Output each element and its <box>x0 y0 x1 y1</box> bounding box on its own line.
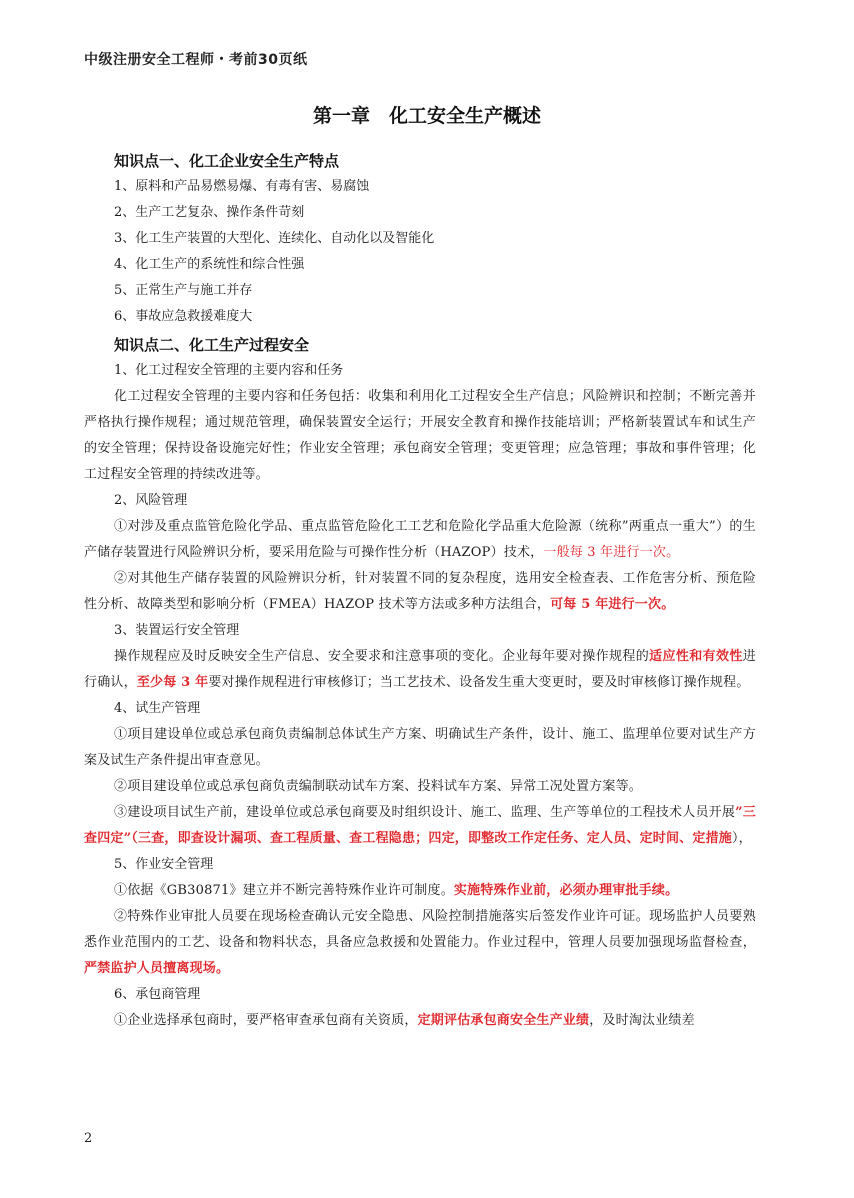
paragraph: ①项目建设单位或总承包商负责编制总体试生产方案、明确试生产条件，设计、施工、监理单位要对试生产方案及试生产条件提出审查意见。 <box>84 727 756 768</box>
text-run: ②特殊作业审批人员要在现场检查确认元安全隐患、风险控制措施落实后签发作业许可证。现场监护人员要熟悉作业范围内的工艺、设备和物料状态，具备应急救援和处置能力。作业过程中，管理人员要加强现场监督检查， <box>84 909 756 950</box>
text-run: 要对操作规程进行审核修订；当工艺技术、设备发生重大变更时，要及时审核修订操作规程。 <box>208 675 750 690</box>
list-item: 6、事故应急救援难度大 <box>114 309 253 324</box>
list-item: 1、原料和产品易燃易爆、有毒有害、易腐蚀 <box>114 179 370 194</box>
paragraph <box>84 800 756 852</box>
list-item: 4、化工生产的系统性和综合性强 <box>114 257 305 272</box>
highlight-text: 可每 5 年进行一次。 <box>550 597 675 612</box>
paragraph: 化工过程安全管理的主要内容和任务包括：收集和利用化工过程安全生产信息；风险辨识和控制；不断完善并严格执行操作规程；通过规范管理，确保装置安全运行；开展安全教育和操作技能培训；严格新装置试车和试生产的安全管理；保持设备设施完好性；作业安全管理；承包商安全管理；变更管理；应急管理；事故和事件管理；化工过程安全管理的持续改进等。 <box>84 389 756 482</box>
highlight-text: 严禁监护人员擅离现场。 <box>84 961 230 976</box>
text-run: ）， <box>731 831 752 846</box>
highlight-text: 一般每 3 年进行一次。 <box>543 545 680 560</box>
text-run: ①企业选择承包商时，要严格审查承包商有关资质， <box>114 1013 418 1028</box>
text-run: 进行确认， <box>84 649 756 690</box>
list-item: 3、化工生产装置的大型化、连续化、自动化以及智能化 <box>114 231 435 246</box>
subsection-title: 2、风险管理 <box>114 493 188 508</box>
section-heading-kp1: 知识点一、化工企业安全生产特点 <box>114 152 340 170</box>
highlight-text: ”三查四定”（三查，即查设计漏项、查工程质量、查工程隐患；四定，即整改工作定任务、定人员、定时间、定措施 <box>84 805 756 846</box>
paragraph <box>84 514 756 566</box>
highlight-text: 实施特殊作业前，必须办理审批手续。 <box>453 883 679 898</box>
text-run: ③建设项目试生产前，建设单位或总承包商要及时组织设计、施工、监理、生产等单位的工程技术人员开展 <box>114 805 736 820</box>
list-item: 5、正常生产与施工并存 <box>114 283 253 298</box>
paragraph <box>84 904 756 982</box>
paragraph <box>84 644 756 696</box>
subsection-title: 5、作业安全管理 <box>114 857 214 872</box>
highlight-text: 至少每 3 年 <box>136 675 209 690</box>
text-run: ①依据《GB30871》建立并不断完善特殊作业许可制度。 <box>114 883 454 898</box>
paragraph <box>84 1008 756 1034</box>
subsection-title: 6、承包商管理 <box>114 987 201 1002</box>
paragraph: ②项目建设单位或总承包商负责编制联动试车方案、投料试车方案、异常工况处置方案等。 <box>114 779 643 794</box>
subsection-title: 4、试生产管理 <box>114 701 201 716</box>
page-content <box>84 146 756 1034</box>
page-number: 2 <box>84 1131 93 1146</box>
paragraph <box>84 878 756 904</box>
chapter-title: 第一章 化工安全生产概述 <box>312 105 541 127</box>
section-heading-kp2: 知识点二、化工生产过程安全 <box>114 336 310 354</box>
highlight-text: 定期评估承包商安全生产业绩 <box>417 1013 590 1028</box>
subsection-title: 1、化工过程安全管理的主要内容和任务 <box>114 363 344 378</box>
paragraph <box>84 566 756 618</box>
running-header: 中级注册安全工程师・考前30页纸 <box>84 52 308 68</box>
text-run: ②对其他生产储存装置的风险辨识分析，针对装置不同的复杂程度，选用安全检查表、工作危害分析、预危险性分析、故障类型和影响分析（FMEA）HAZOP 技术等方法或多种方法组合， <box>84 571 756 612</box>
text-run: ，及时淘汰业绩差 <box>589 1013 695 1028</box>
subsection-title: 3、装置运行安全管理 <box>114 623 240 638</box>
highlight-text: 适应性和有效性 <box>649 649 743 664</box>
list-item: 2、生产工艺复杂、操作条件苛刻 <box>114 205 305 220</box>
text-run: 操作规程应及时反映安全生产信息、安全要求和注意事项的变化。企业每年要对操作规程的 <box>114 649 650 664</box>
text-run: ①对涉及重点监管危险化学品、重点监管危险化工工艺和危险化学品重大危险源（统称”两重点一重大”）的生产储存装置进行风险辨识分析，要采用危险与可操作性分析（HAZOP）技术， <box>84 519 756 560</box>
